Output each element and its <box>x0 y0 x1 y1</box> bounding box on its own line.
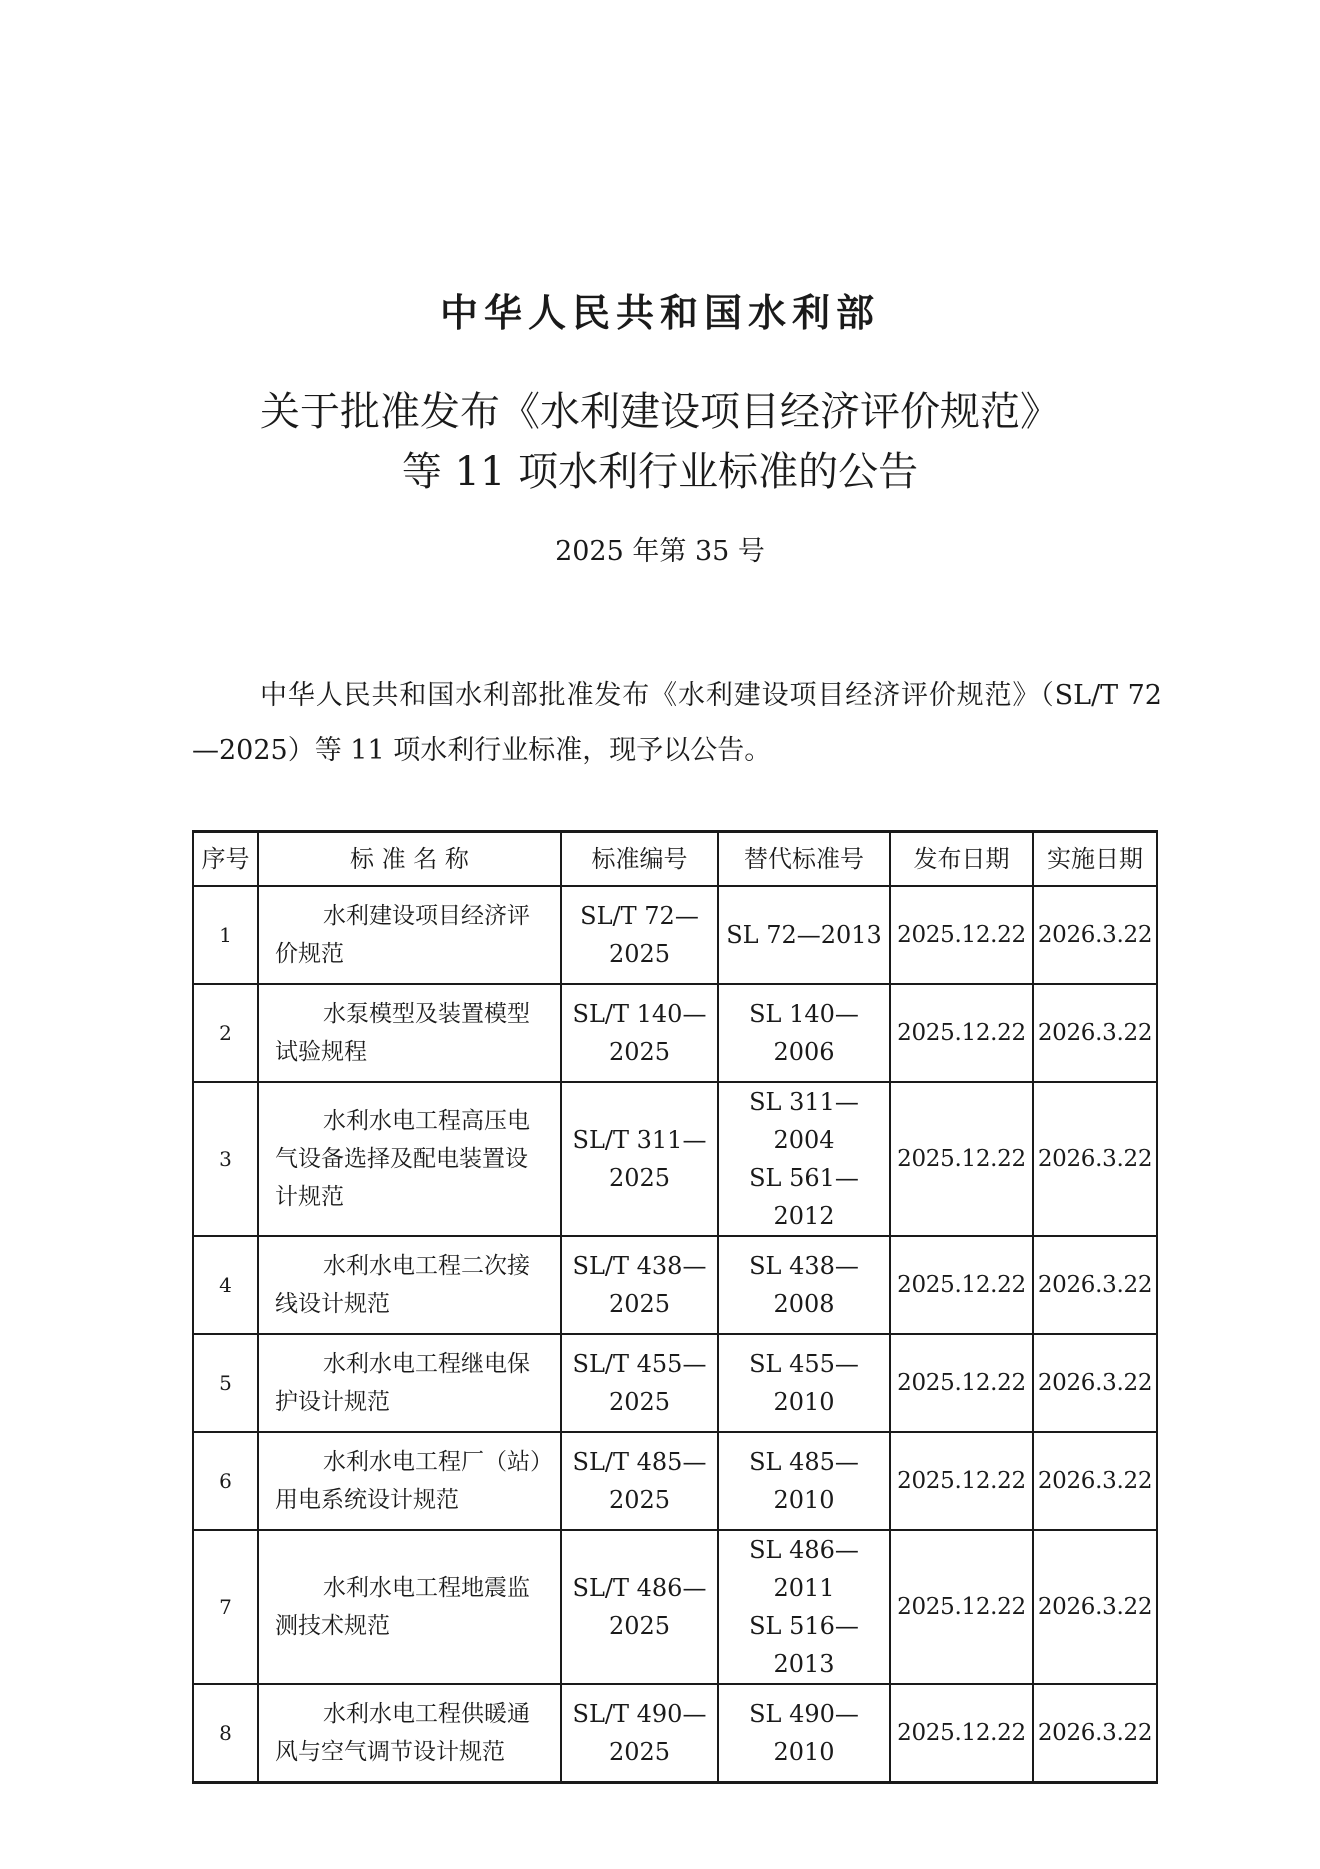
cell-effective-date: 2026.3.22 <box>1033 1082 1157 1236</box>
cell-effective-date: 2026.3.22 <box>1033 1530 1157 1684</box>
cell-replaces <box>718 1530 890 1684</box>
header-name: 标 准 名 称 <box>258 832 561 887</box>
cell-name: 水利水电工程供暖通风与空气调节设计规范 <box>258 1684 561 1783</box>
table-row <box>193 1334 1157 1432</box>
cell-seq: 8 <box>193 1684 258 1783</box>
header-publish-date: 发布日期 <box>890 832 1033 887</box>
replaces-line: SL 311—2004 <box>749 1088 859 1154</box>
cell-name: 水利建设项目经济评价规范 <box>258 886 561 984</box>
replaces-line: SL 140—2006 <box>749 1000 859 1066</box>
title-line-2: 等 11 项水利行业标准的公告 <box>401 449 919 495</box>
table-row <box>193 1236 1157 1334</box>
cell-code: SL/T 486—2025 <box>561 1530 718 1684</box>
cell-effective-date: 2026.3.22 <box>1033 1236 1157 1334</box>
cell-seq: 2 <box>193 984 258 1082</box>
header-seq: 序号 <box>193 832 258 887</box>
header-effective-date: 实施日期 <box>1033 832 1157 887</box>
document-number: 2025 年第 35 号 <box>555 536 765 567</box>
cell-name: 水利水电工程继电保护设计规范 <box>258 1334 561 1432</box>
cell-replaces <box>718 1334 890 1432</box>
cell-publish-date: 2025.12.22 <box>890 1082 1033 1236</box>
cell-name: 水泵模型及装置模型试验规程 <box>258 984 561 1082</box>
cell-seq: 3 <box>193 1082 258 1236</box>
table-row <box>193 1432 1157 1530</box>
cell-replaces <box>718 1432 890 1530</box>
replaces-line: SL 486—2011 <box>749 1536 859 1602</box>
cell-code: SL/T 140—2025 <box>561 984 718 1082</box>
cell-publish-date: 2025.12.22 <box>890 1334 1033 1432</box>
cell-effective-date: 2026.3.22 <box>1033 984 1157 1082</box>
header-code: 标准编号 <box>561 832 718 887</box>
cell-replaces <box>718 1684 890 1783</box>
cell-publish-date: 2025.12.22 <box>890 1684 1033 1783</box>
replaces-line: SL 438—2008 <box>749 1252 859 1318</box>
cell-code: SL/T 490—2025 <box>561 1684 718 1783</box>
table-row <box>193 1082 1157 1236</box>
cell-code: SL/T 438—2025 <box>561 1236 718 1334</box>
title-line-1: 关于批准发布《水利建设项目经济评价规范》 <box>260 389 1060 435</box>
cell-name: 水利水电工程厂（站）用电系统设计规范 <box>258 1432 561 1530</box>
cell-code: SL/T 455—2025 <box>561 1334 718 1432</box>
cell-publish-date: 2025.12.22 <box>890 1236 1033 1334</box>
cell-replaces <box>718 984 890 1082</box>
replaces-line: SL 490—2010 <box>749 1700 859 1766</box>
cell-name: 水利水电工程二次接线设计规范 <box>258 1236 561 1334</box>
cell-publish-date: 2025.12.22 <box>890 1432 1033 1530</box>
cell-seq: 4 <box>193 1236 258 1334</box>
replaces-line: SL 455—2010 <box>749 1350 859 1416</box>
cell-replaces <box>718 886 890 984</box>
issuing-authority: 中华人民共和国水利部 <box>439 290 880 335</box>
cell-effective-date: 2026.3.22 <box>1033 1684 1157 1783</box>
cell-seq: 5 <box>193 1334 258 1432</box>
replaces-line-2: SL 561—2012 <box>749 1164 859 1230</box>
table-row <box>193 1530 1157 1684</box>
replaces-line: SL 72—2013 <box>726 921 882 949</box>
cell-code: SL/T 72—2025 <box>561 886 718 984</box>
cell-seq: 1 <box>193 886 258 984</box>
table-row <box>193 1684 1157 1783</box>
cell-seq: 6 <box>193 1432 258 1530</box>
cell-name: 水利水电工程高压电气设备选择及配电装置设计规范 <box>258 1082 561 1236</box>
announcement-title <box>0 382 1320 502</box>
cell-replaces <box>718 1082 890 1236</box>
standards-table <box>192 830 1158 1784</box>
cell-name: 水利水电工程地震监测技术规范 <box>258 1530 561 1684</box>
cell-effective-date: 2026.3.22 <box>1033 886 1157 984</box>
cell-publish-date: 2025.12.22 <box>890 1530 1033 1684</box>
cell-seq: 7 <box>193 1530 258 1684</box>
cell-code: SL/T 311—2025 <box>561 1082 718 1236</box>
table-header-row <box>193 832 1157 887</box>
table-row <box>193 984 1157 1082</box>
cell-effective-date: 2026.3.22 <box>1033 1432 1157 1530</box>
cell-publish-date: 2025.12.22 <box>890 886 1033 984</box>
replaces-line-2: SL 516—2013 <box>749 1612 859 1678</box>
intro-paragraph: 中华人民共和国水利部批准发布《水利建设项目经济评价规范》（SL/T 72—2025）等 11 项水利行业标准，现予以公告。 <box>192 680 1162 766</box>
header-replaces: 替代标准号 <box>718 832 890 887</box>
cell-effective-date: 2026.3.22 <box>1033 1334 1157 1432</box>
cell-publish-date: 2025.12.22 <box>890 984 1033 1082</box>
cell-code: SL/T 485—2025 <box>561 1432 718 1530</box>
table-row <box>193 886 1157 984</box>
cell-replaces <box>718 1236 890 1334</box>
replaces-line: SL 485—2010 <box>749 1448 859 1514</box>
